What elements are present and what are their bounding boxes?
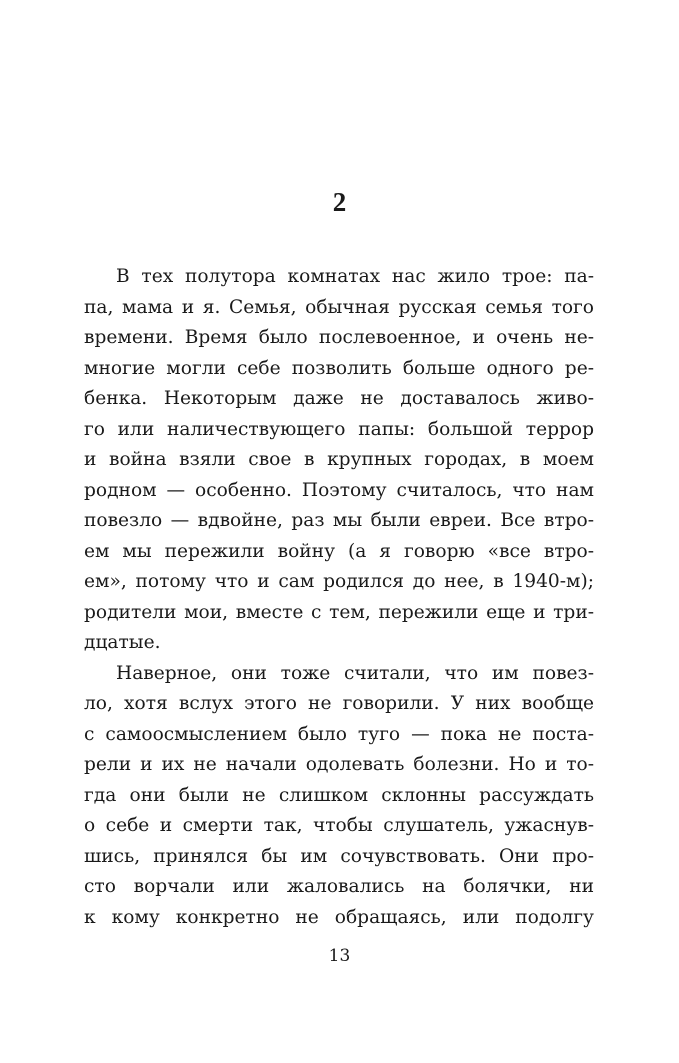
text-line: ем», потому что и сам родился до нее, в 1940-м); [84, 571, 594, 592]
text-line: с самоосмыслением было туго — пока не поста- [84, 723, 594, 745]
text-line: В тех полутора комнатах нас жило трое: па- [116, 266, 594, 287]
text-line: времени. Время было послевоенное, и очень не- [84, 327, 594, 348]
text-line: шись, принялся бы им сочувствовать. Они про- [84, 845, 594, 867]
text-line: дцатые. [84, 632, 161, 653]
text-line: па, мама и я. Семья, обычная русская семья того [84, 296, 594, 318]
page-number: 13 [328, 946, 351, 966]
text-line: бенка. Некоторым даже не доставалось живо- [84, 388, 594, 409]
text-line: к кому конкретно не обращаясь, или подолгу [84, 906, 594, 928]
text-line: ем мы пережили войну (а я говорю «все втро- [84, 540, 594, 562]
paragraph [84, 262, 594, 659]
text-line: и война взяли свое в крупных городах, в моем [84, 449, 594, 470]
text-line: гда они были не слишком склонны рассуждать [84, 784, 594, 806]
text-line: го или наличествующего папы: большой террор [84, 418, 594, 440]
text-line: ло, хотя вслух этого не говорили. У них вообще [84, 693, 594, 714]
paragraph [84, 659, 594, 934]
text-line: родители мои, вместе с тем, пережили еще и три- [84, 601, 594, 623]
text-line: многие могли себе позволить больше одного ре- [84, 357, 594, 379]
chapter-number: 2 [332, 187, 347, 217]
text-line: сто ворчали или жаловались на болячки, ни [84, 876, 594, 897]
text-line: Наверное, они тоже считали, что им повез- [116, 662, 594, 684]
text-line: повезло — вдвойне, раз мы были евреи. Все втро- [84, 510, 594, 531]
text-line: рели и их не начали одолевать болезни. Но и то- [84, 754, 594, 775]
text-line: о себе и смерти так, чтобы слушатель, ужаснув- [84, 815, 594, 836]
text-line: родном — особенно. Поэтому считалось, что нам [84, 479, 594, 501]
body-text [84, 262, 594, 933]
